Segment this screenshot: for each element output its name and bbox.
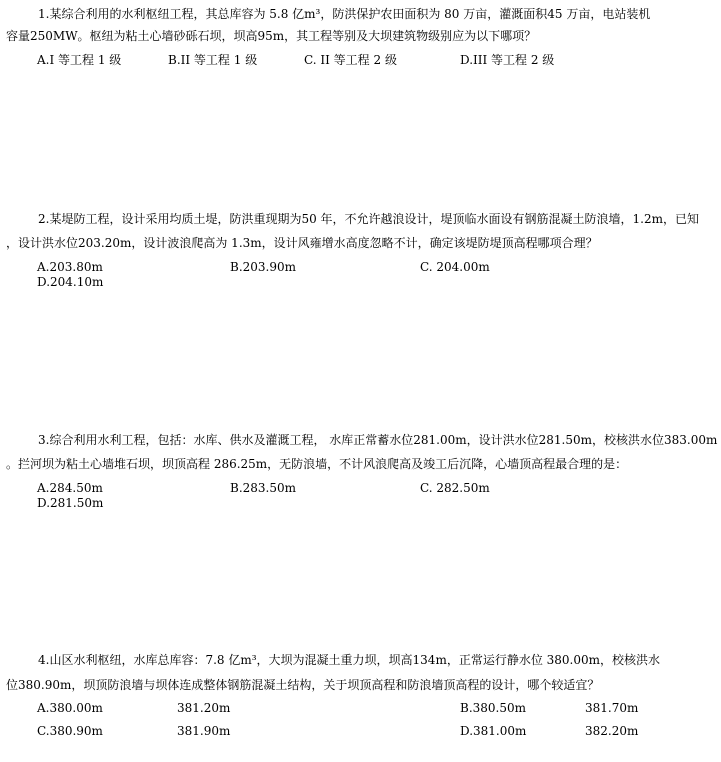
question-4-option-a-value2[interactable]: 381.20m (177, 701, 231, 715)
question-1-line-1: 1.某综合利用的水利枢纽工程，其总库容为 5.8 亿m³，防洪保护农田面积为 80 万亩，灌溉面积45 万亩，电站装机 (38, 7, 651, 21)
question-1-option-a[interactable]: A.I 等工程 1 级 (37, 53, 122, 67)
question-2-option-d[interactable]: D.204.10m (37, 275, 104, 289)
question-1-line-2: 容量250MW。枢纽为粘土心墙砂砾石坝，坝高95m，其工程等别及大坝建筑物级别应为以下哪项？ (6, 29, 537, 43)
question-1-option-c[interactable]: C. II 等工程 2 级 (304, 53, 397, 67)
question-3-option-b[interactable]: B.283.50m (230, 481, 296, 495)
question-4-option-d[interactable]: D.381.00m (460, 724, 527, 738)
question-4-option-a[interactable]: A.380.00m (37, 701, 103, 715)
question-2-line-1: 2.某堤防工程，设计采用均质土堤，防洪重现期为50 年，不允许越浪设计，堤顶临水面设有钢筋混凝土防浪墙，1.2m，已知 (38, 212, 700, 226)
question-2-option-a[interactable]: A.203.80m (37, 260, 103, 274)
question-1-option-b[interactable]: B.II 等工程 1 级 (168, 53, 258, 67)
question-3-line-1: 3.综合利用水利工程，包括：水库、供水及灌溉工程， 水库正常蓄水位281.00m，设计洪水位281.50m，校核洪水位383.00m (38, 433, 718, 447)
question-4-option-c-value2[interactable]: 381.90m (177, 724, 231, 738)
question-3-option-c[interactable]: C. 282.50m (420, 481, 490, 495)
question-3-option-d[interactable]: D.281.50m (37, 496, 104, 510)
question-4-option-d-value2[interactable]: 382.20m (585, 724, 639, 738)
question-1-option-d[interactable]: D.III 等工程 2 级 (460, 53, 555, 67)
question-4-line-2: 位380.90m，坝顶防浪墙与坝体连成整体钢筋混凝土结构，关于坝顶高程和防浪墙顶高程的设计，哪个较适宜？ (6, 678, 600, 692)
question-3-option-a[interactable]: A.284.50m (37, 481, 103, 495)
question-2-option-c[interactable]: C. 204.00m (420, 260, 490, 274)
question-4-option-b[interactable]: B.380.50m (460, 701, 526, 715)
question-2-line-2: ，设计洪水位203.20m，设计波浪爬高为 1.3m，设计风雍增水高度忽略不计，确定该堤防堤顶高程哪项合理？ (6, 236, 598, 250)
question-2-option-b[interactable]: B.203.90m (230, 260, 296, 274)
question-4-option-b-value2[interactable]: 381.70m (585, 701, 639, 715)
question-3-line-2: 。拦河坝为粘土心墙堆石坝，坝顶高程 286.25m，无防浪墙，不计风浪爬高及竣工后沉降，心墙顶高程最合理的是： (6, 457, 628, 471)
question-4-option-c[interactable]: C.380.90m (37, 724, 103, 738)
question-4-line-1: 4.山区水利枢纽，水库总库容：7.8 亿m³，大坝为混凝土重力坝，坝高134m，正常运行静水位 380.00m，校核洪水 (38, 653, 661, 667)
